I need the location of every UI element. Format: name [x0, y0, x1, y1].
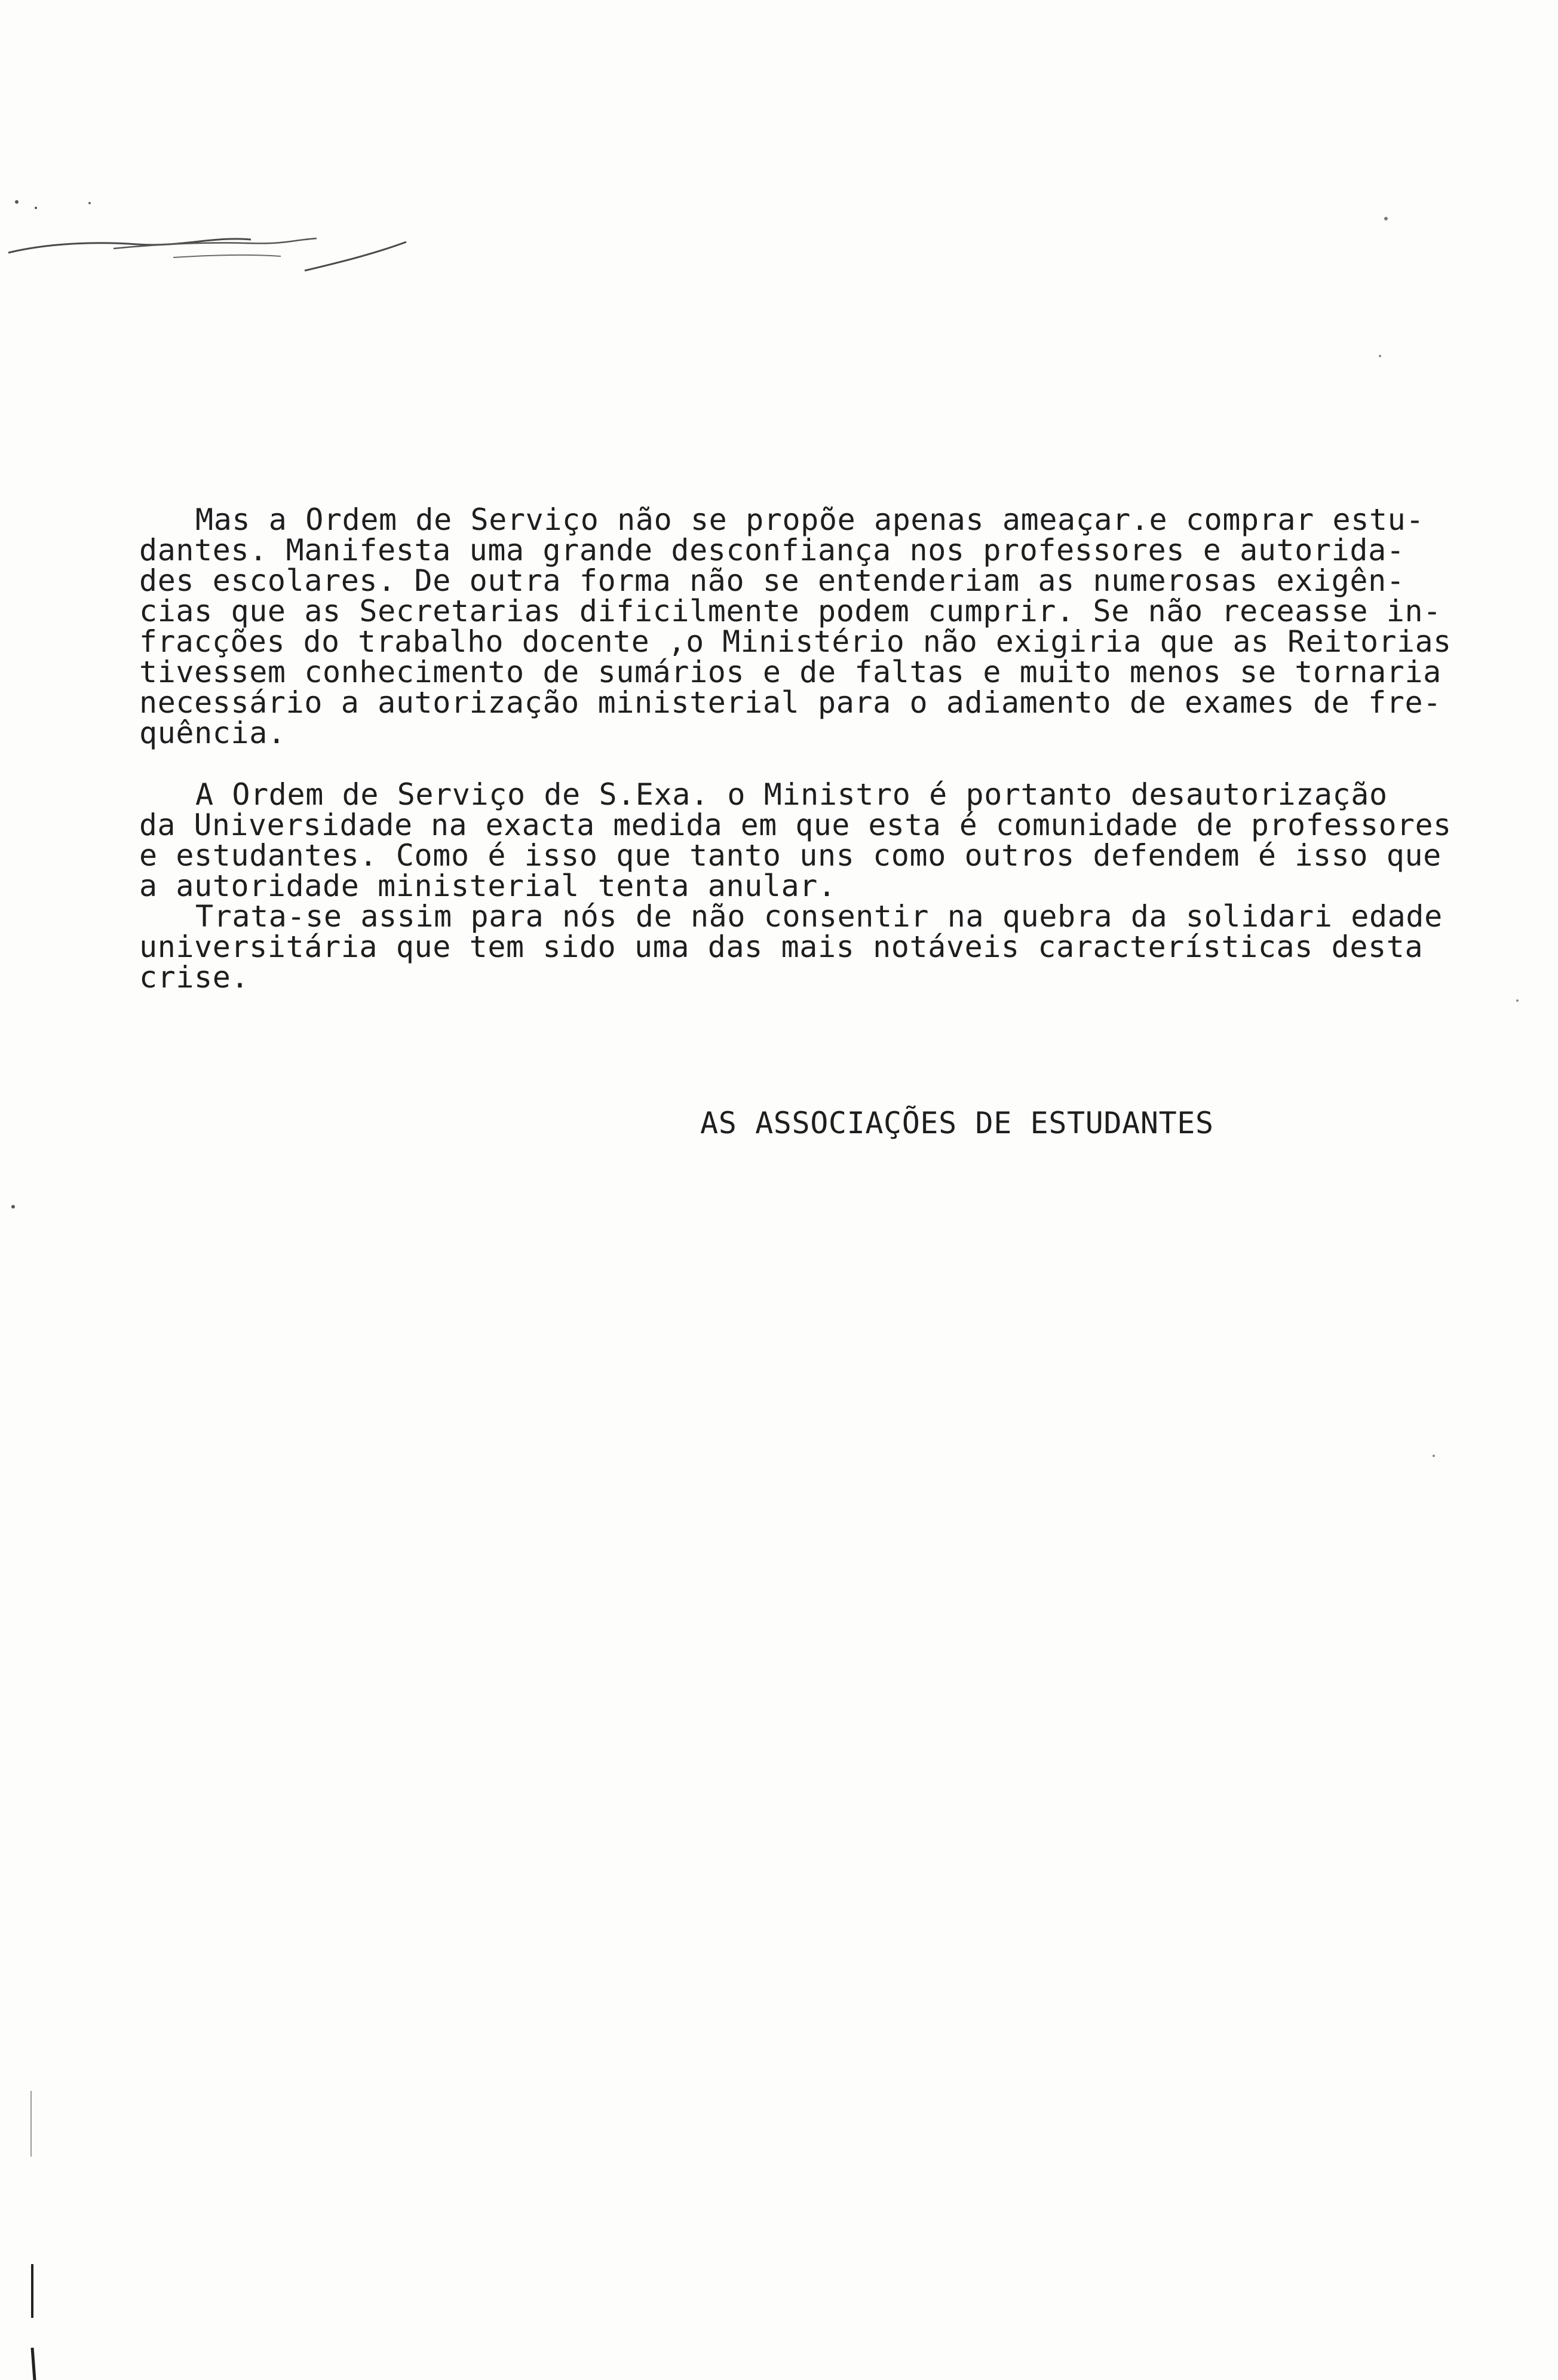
text-line: dantes. Manifesta uma grande desconfiança nos professores e autorida- — [139, 533, 1405, 568]
text-line: des escolares. De outra forma não se entenderiam as numerosas exigên- — [139, 563, 1405, 598]
text-line: A Ordem de Serviço de S.Exa. o Ministro é portanto desautorização — [195, 777, 1388, 812]
text-line: quência. — [139, 716, 286, 750]
text-line: e estudantes. Como é isso que tanto uns como outros defendem é isso que — [139, 838, 1442, 873]
text-line: tivessem conhecimento de sumários e de faltas e muito menos se tornaria — [139, 655, 1442, 689]
text-line: a autoridade ministerial tenta anular. — [139, 869, 836, 903]
text-line: necessário a autorização ministerial para o adiamento de exames de fre- — [139, 685, 1442, 720]
text-line: fracções do trabalho docente ,o Ministério não exigiria que as Reitorias — [139, 624, 1452, 659]
text-line: da Universidade na exacta medida em que esta é comunidade de professores — [139, 808, 1452, 842]
text-line: crise. — [139, 960, 250, 995]
signature: AS ASSOCIAÇÕES DE ESTUDANTES — [700, 1106, 1214, 1140]
text-line: Trata-se assim para nós de não consentir na quebra da solidari edade — [195, 899, 1443, 934]
text-line: Mas a Ordem de Serviço não se propõe apenas ameaçar.e comprar estu- — [195, 502, 1425, 537]
text-line: cias que as Secretarias dificilmente podem cumprir. Se não receasse in- — [139, 594, 1442, 628]
text-line: universitária que tem sido uma das mais notáveis características desta — [139, 930, 1424, 964]
